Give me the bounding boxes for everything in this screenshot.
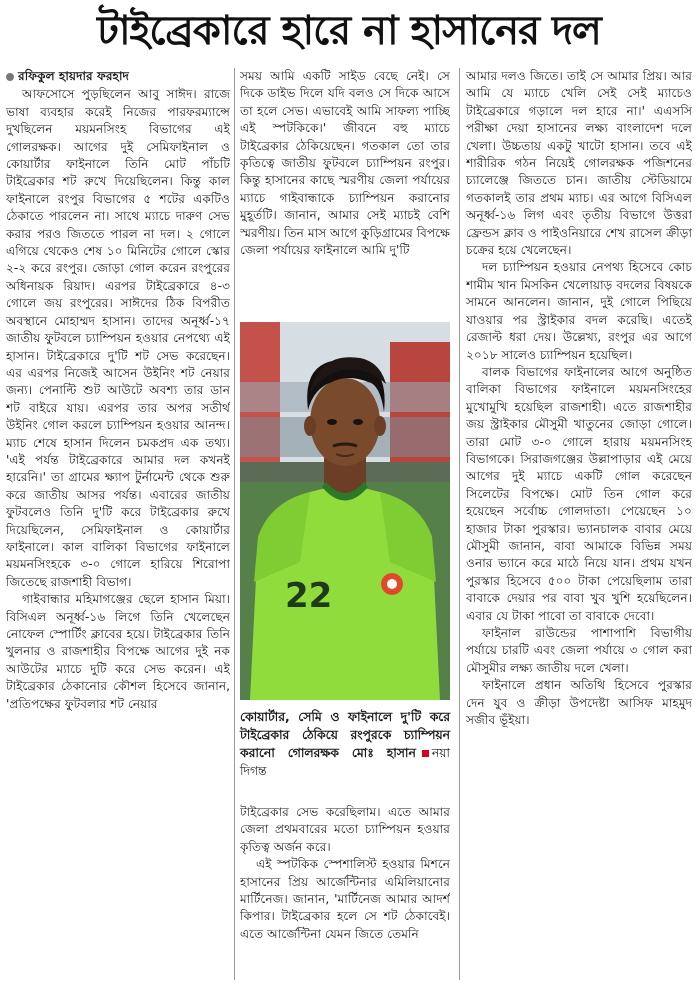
article-column-1 <box>6 68 230 980</box>
paragraph: সময় আমি একটি সাইড বেছে নেই। সে দিকে ডাইভ দিলে যদি বলও সে দিকে আসে তা হলে সেভ। এভাবেই আমি সাফল্য পাচ্ছি এই স্পটকিকে।' জীবনে বহু ম্যাচে টাইব্রেকার ঠেকিয়েছেন। গতকাল তো তার কৃতিত্বে জাতীয় ফুটবলে চ্যাম্পিয়ন রংপুর। কিন্তু হাসানের কাছে স্মরণীয় জেলা পর্যায়ের ম্যাচে গাইবান্ধাকে চ্যাম্পিয়ন করানোর মুহূর্তটি। জানান, আমার সেই ম্যাচই বেশি স্মরণীয়। তিন মাস আগে কুড়িগ্রামের বিপক্ষে জেলা পর্যায়ের ফাইনালে আমি দু'টি <box>240 69 450 258</box>
caption-text: কোয়ার্টার, সেমি ও ফাইনালে দু'টি করে টাইব্রেকার ঠেকিয়ে রংপুরকে চ্যাম্পিয়ন করানো গোলরক্ষক মোঃ হাসান <box>240 710 450 760</box>
photo-caption <box>240 708 450 780</box>
paragraph: আফসোসে পুড়ছিলেন আবু সাঈদ। রাজে ভাষা ব্যবহার করেই নিজের পারফরম্যান্সে দুখছিলেন ময়মনসিংহ বিভাগের এই গোলরক্ষক। আগের দুই সেমিফাইনাল ও কোয়ার্টার ফাইনালে তিনি মোট পাঁচটি টাইব্রেকার শট রুখে দিয়েছিলেন। কিন্তু কাল ফাইনালে রংপুর বিভাগের ৫ শটের একটিও ঠেকাতে পারলেন না। সাথে ম্যাচে দারুণ সেভ করার পরও জিততে পারল না দল। ২ গোলে এগিয়ে থেকেও শেষ ১০ মিনিটের গোলে স্কোর ২-২ করে রংপুর। জোড়া গোল করেন রংপুরের অধিনায়ক রিয়াদ। এরপর টাইব্রেকারে ৪-৩ গোলে জয় রংপুরের। সাঈদের ঠিক বিপরীত অবস্থানে মোহাম্মদ হাসান। তাদের অনূর্ধ্ব-১৭ জাতীয় ফুটবলে চ্যাম্পিয়ন হওয়ার নেপথ্যে এই হাসান। টাইব্রেকারে দু'টি শট সেভ করেছেন। এর এরপর নিজেই আসেন উইনিং শট নেয়ার জন্য। পেনাল্টি শুট আউটে অবশ্য তার ডান শট বাইরে যায়। এরপর তার অপর সতীর্থ উইনিং গোল করলে চ্যাম্পিয়ন হওয়ার আনন্দ। ম্যাচ শেষে হাসান দিলেন চমকপ্রদ এক তথ্য। 'এই পর্যন্ত টাইব্রেকারে আমার দল কখনই হারেনি।' তা গ্রামের ক্ষ্যাপ টুর্নামেন্ট থেকে শুরু করে জাতীয় আসর পর্যন্ত। এবারের জাতীয় ফুটবলেও তিনি দু'টি করে টাইব্রেকার রুখে দিয়েছিলেন, সেমিফাইনাল ও কোয়ার্টার ফাইনালে। কাল বালিকা বিভাগের ফাইনালে ময়মনসিংহকে ৩-০ গোলে হারিয়ে শিরোপা জিতেছে রাজশাহী বিভাগ। <box>6 87 230 589</box>
player-photo-illustration <box>240 322 450 700</box>
paragraph: ফাইনালে প্রধান অতিথি হিসেবে পুরস্কার দেন যুব ও ক্রীড়া উপদেষ্টা আসিফ মাহমুদ সজীব ভূঁইয়া। <box>466 678 692 728</box>
paragraph: টাইব্রেকার সেভ করেছিলাম। এতে আমার জেলা প্রথমবারের মতো চ্যাম্পিয়ন হওয়ার কৃতিত্ব অর্জন করে। <box>240 805 450 854</box>
paragraph: বালক বিভাগের ফাইনালের আগে অনুষ্ঠিত বালিকা বিভাগের ফাইনালে ময়মনসিংহের মুখোমুখি হয়েছিল রাজশাহী। এতে রাজশাহীর জয় স্ট্রাইকার মৌসুমী খাতুনের জোড়া গোলে। তারা মোট ৩-০ গোলে হারায় ময়মনসিংহ বিভাগকে। সিরাজগঞ্জের উল্লাপাড়ার এই মেয়ে আগের দুই ম্যাচে একটি গোল করেছেন সিলেটের বিপক্ষে। মোট তিন গোল করে হয়েছেন সর্বোচ্চ গোলদাতা। পেয়েছেন ১০ হাজার টাকা পুরস্কার। ভ্যানচালক বাবার মেয়ে মৌসুমী জানান, বাবা আমাকে বিভিন্ন সময় ওনার ভ্যানে করে মাঠে নিয়ে যান। প্রথম যখন পুরস্কার হিসেবে ৫০০ টাকা পেয়েছিলাম তারা বাবাকে দেয়ার পর বাবা খুব খুশি হয়েছিলেন। এবার যে টাকা পাবো তা বাবাকে দেবো। <box>466 364 692 623</box>
column-rule-right <box>459 68 460 980</box>
paragraph: গাইবান্ধার মহিমাগঞ্জের ছেলে হাসান মিয়া। বিসিএল অনূর্ধ্ব-১৬ লিগে তিনি খেলেছেন নোফেল স্পোর্টিং ক্লাবের হয়ে। টাইব্রেকার তিনি খুলনার ও রাজশাহীর বিপক্ষে আগের দুই নক আউটের ম্যাচে দুটি করে সেভ করেন। এই টাইব্রেকার ঠেকানোর কৌশল হিসেবে জানান, 'প্রতিপক্ষের ফুটবলার শট নেয়ার <box>6 592 230 711</box>
goalkeeper-photo <box>240 322 450 700</box>
article-column-2-bottom <box>240 804 450 982</box>
source-square-icon <box>422 750 429 757</box>
column-rule-left <box>234 68 235 980</box>
caption-source: নয়া দিগন্ত <box>240 746 450 778</box>
article-column-2-top <box>240 68 450 318</box>
paragraph: এই স্পটকিক স্পেশালিস্ট হওয়ার মিশনে হাসানের প্রিয় আর্জেন্টিনার এমিলিয়ানোর মার্টিনেজ। জানান, 'মার্টিনেজ আমার আদর্শ কিপার। টাইব্রেকার হলে সে শট ঠেকাবেই। এতে আর্জেন্টিনা যেমন জিতে তেমনি <box>240 857 450 941</box>
byline-bullet-icon <box>6 73 14 81</box>
headline: টাইব্রেকারে হারে না হাসানের দল <box>97 8 601 54</box>
article-column-3 <box>466 68 692 982</box>
paragraph: আমার দলও জিতে। তাই সে আমার প্রিয়। আর আমি যে ম্যাচে খেলি সেই সেই ম্যাচেও টাইব্রেকারে গড়ালে দল হারে না।' এএসসি পরীক্ষা দেয়া হাসানের লক্ষ্য বাংলাদেশ দলে খেলা। উচ্চতায় একটু খাটো হাসান। তবে এই শারীরিক গঠন নিয়েই গোলরক্ষক পজিশনের চ্যালেঞ্জে জিততে চান। জাতীয় স্টেডিয়ামে গতকালই তার প্রথম ম্যাচ। এর আগে বিসিএল অনূর্ধ্ব-১৬ লিগ এবং তৃতীয় বিভাগে উত্তরা ফ্রেন্ডস ক্লাব ও পাইওনিয়ারে শেখ রাসেল ক্রীড়া চক্রের হয়ে খেলেছেন। <box>466 69 692 258</box>
paragraph: ফাইনাল রাউন্ডের পাশাপাশি বিভাগীয় পর্যায়ে চারটি এবং জেলা পর্যায়ে ৩ গোল করা মৌসুমীর লক্ষ্য জাতীয় দলে খেলা। <box>466 626 692 675</box>
byline <box>6 68 230 85</box>
byline-author: রফিকুল হায়দার ফরহাদ <box>18 69 129 83</box>
paragraph: দল চ্যাম্পিয়ন হওয়ার নেপথ্য হিসেবে কোচ শামীম খান মিসকিন খেলোয়াড় বদলের বিষয়কে সামনে আনলেন। জানান, দুই গোলে পিছিয়ে যাওয়ার পর স্ট্রাইকার বদল করেছি। এতেই রেজাল্ট ধরা দেয়। উল্লেখ্য, রংপুর এর আগে ২০১৮ সালেও চ্যাম্পিয়ন হয়েছিল। <box>466 260 692 362</box>
jersey-number: 22 <box>285 576 333 616</box>
